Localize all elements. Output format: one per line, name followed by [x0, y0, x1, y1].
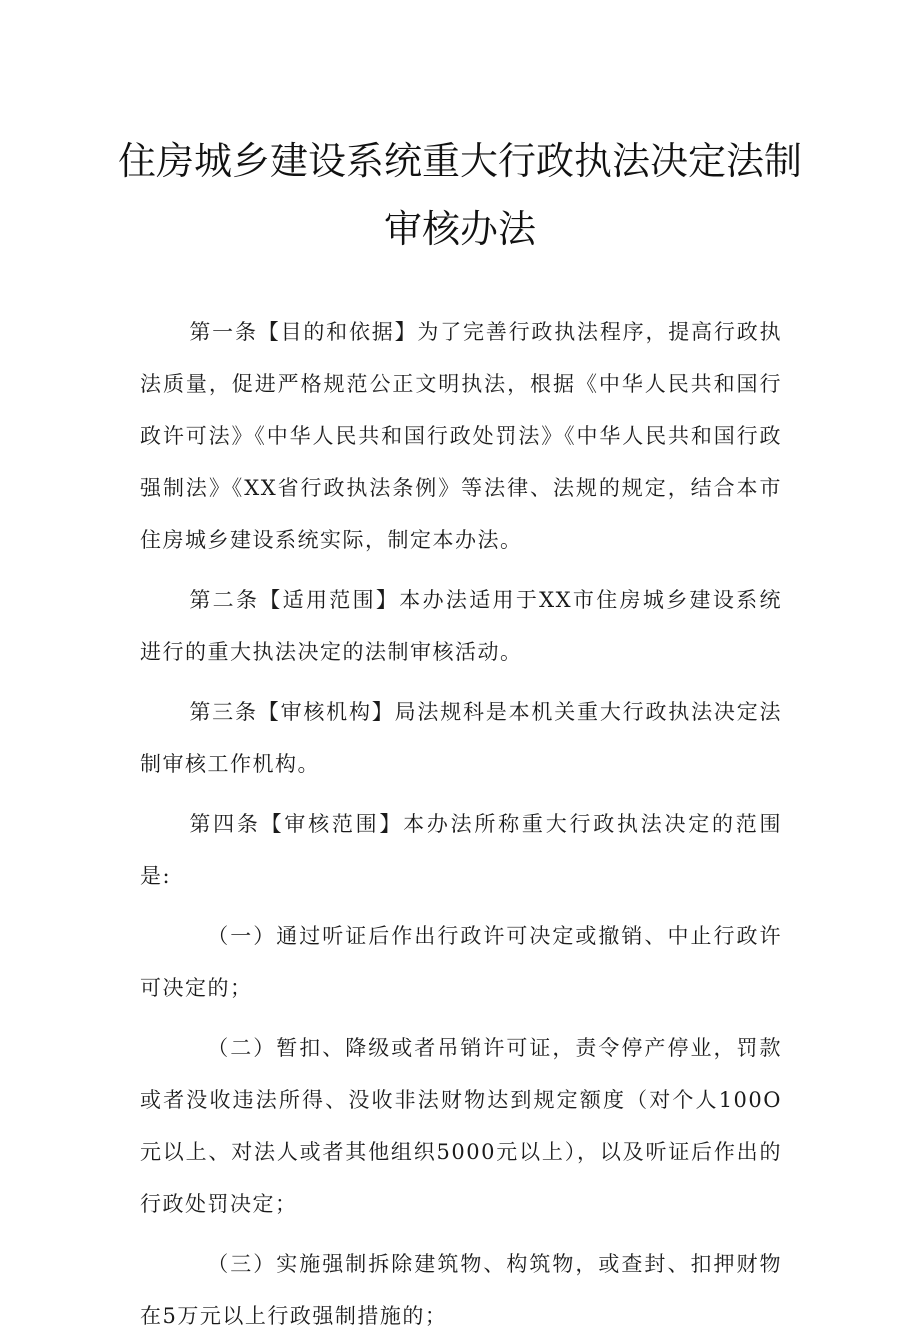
article-3-paragraph: 第三条【审核机构】局法规科是本机关重大行政执法决定法制审核工作机构。 — [140, 700, 782, 776]
document-title-line-2: 审核办法 — [383, 207, 536, 251]
article-2-paragraph: 第二条【适用范围】本办法适用于XX市住房城乡建设系统进行的重大执法决定的法制审核活动。 — [140, 588, 782, 664]
article-4-paragraph: 第四条【审核范围】本办法所称重大行政执法决定的范围是: — [140, 812, 782, 888]
document-body — [140, 306, 782, 1342]
article-1-paragraph: 第一条【目的和依据】为了完善行政执法程序，提高行政执法质量，促进严格规范公正文明执法，根据《中华人民共和国行政许可法》《中华人民共和国行政处罚法》《中华人民共和国行政强制法》《XX省行政执法条例》等法律、法规的规定，结合本市住房城乡建设系统实际，制定本办法。 — [140, 320, 782, 552]
document-title-line-1: 住房城乡建设系统重大行政执法决定法制 — [117, 139, 802, 183]
article-4-item-1: （一）通过听证后作出行政许可决定或撤销、中止行政许可决定的； — [140, 924, 782, 1000]
article-4-item-3: （三）实施强制拆除建筑物、构筑物，或查封、扣押财物在5万元以上行政强制措施的； — [140, 1252, 782, 1328]
article-4-item-2: （二）暂扣、降级或者吊销许可证，责令停产停业，罚款或者没收违法所得、没收非法财物达到规定额度（对个人100O元以上、对法人或者其他组织5000元以上），以及听证后作出的行政处罚决定； — [140, 1036, 782, 1216]
